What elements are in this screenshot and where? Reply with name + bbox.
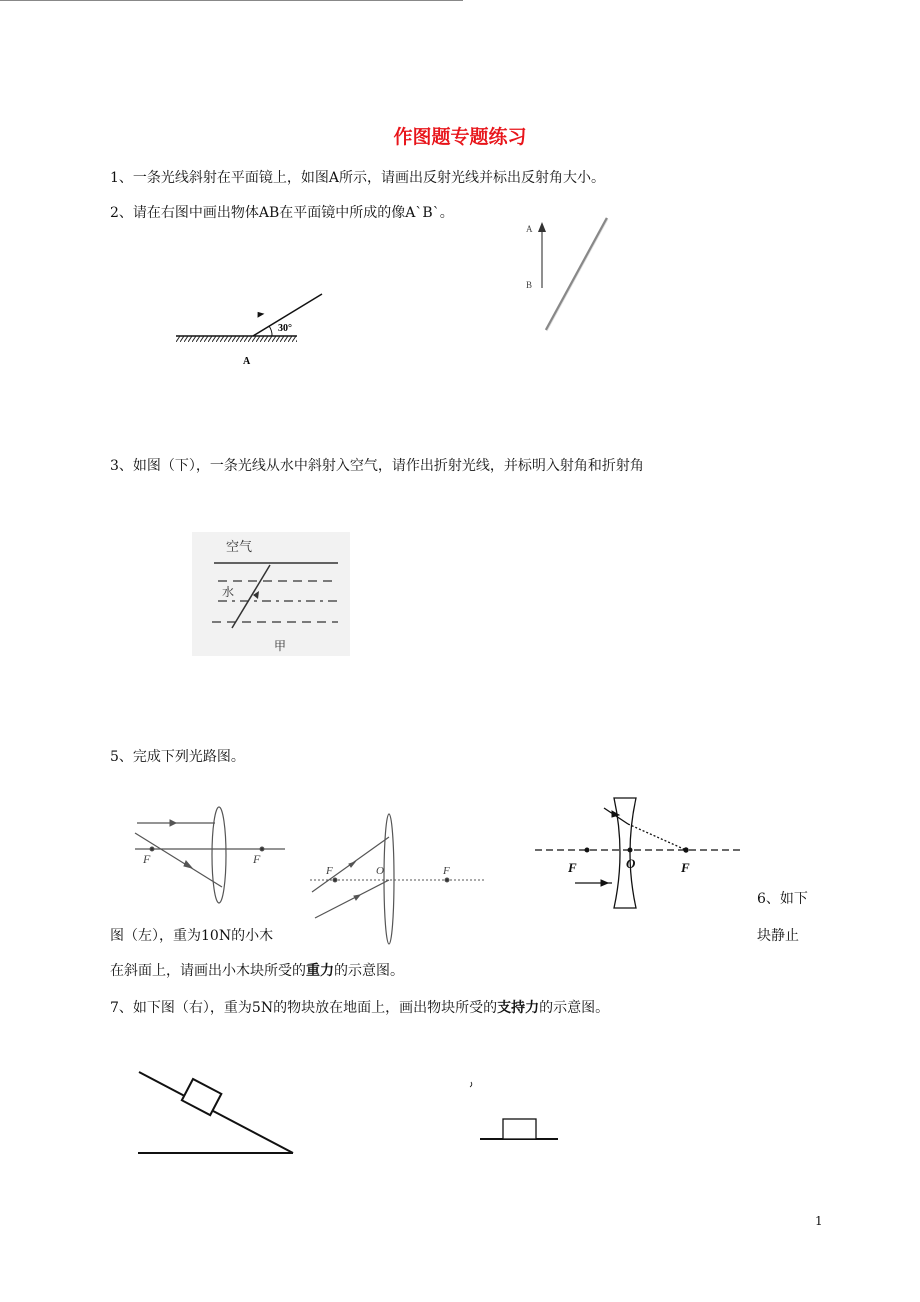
figure-a-mirror (176, 294, 322, 367)
text: 7、如下图（右），重为5N的物块放在地面上，画出物块所受的 (110, 1000, 498, 1016)
question-1: 1、一条光线斜射在平面镜上，如图A所示，请画出反射光线并标出反射角大小。 (110, 170, 606, 186)
center-label: O (626, 856, 636, 871)
focus-label: F (143, 852, 151, 866)
figure-caption: A (243, 356, 251, 367)
air-label: 空气 (226, 539, 253, 554)
figure-caption: 甲 (274, 639, 287, 653)
text: 的示意图。 (539, 1000, 610, 1016)
emphasis: 支持力 (497, 1000, 540, 1016)
convex-lens-figure-2 (310, 814, 485, 944)
emphasis: 重力 (306, 963, 334, 979)
question-6-part3: 块静止 (757, 928, 799, 944)
point-b-label: B (526, 280, 533, 290)
point-a-label: A (526, 224, 533, 234)
text: 的示意图。 (334, 963, 404, 979)
focus-label: F (253, 852, 261, 866)
page-title: 作图题专题练习 (393, 126, 527, 148)
question-2: 2、请在右图中画出物体AB在平面镜中所成的像A`B`。 (110, 205, 454, 221)
text: 在斜面上，请画出小木块所受的 (110, 963, 306, 979)
angle-label: 30° (278, 323, 292, 334)
question-6-part2: 图（左），重为10N的小木 (110, 928, 274, 944)
focus-label: F (568, 860, 577, 875)
incline-with-block (138, 1072, 293, 1153)
page-number: 1 (815, 1214, 823, 1228)
question-3: 3、如图（下），一条光线从水中斜射入空气，请作出折射光线，并标明入射角和折射角 (110, 458, 644, 474)
question-6-part1: 6、如下 (757, 891, 808, 907)
focus-label: F (443, 865, 450, 877)
figure-water-air (192, 532, 350, 656)
focus-label: F (681, 860, 690, 875)
focus-label: F (326, 865, 333, 877)
center-label: O (376, 865, 384, 877)
figure-ab-mirror (526, 218, 608, 331)
convex-lens-figure-1 (135, 807, 285, 903)
question-5: 5、完成下列光路图。 (110, 749, 245, 765)
water-label: 水 (222, 585, 235, 599)
ground-with-block (470, 1082, 558, 1139)
